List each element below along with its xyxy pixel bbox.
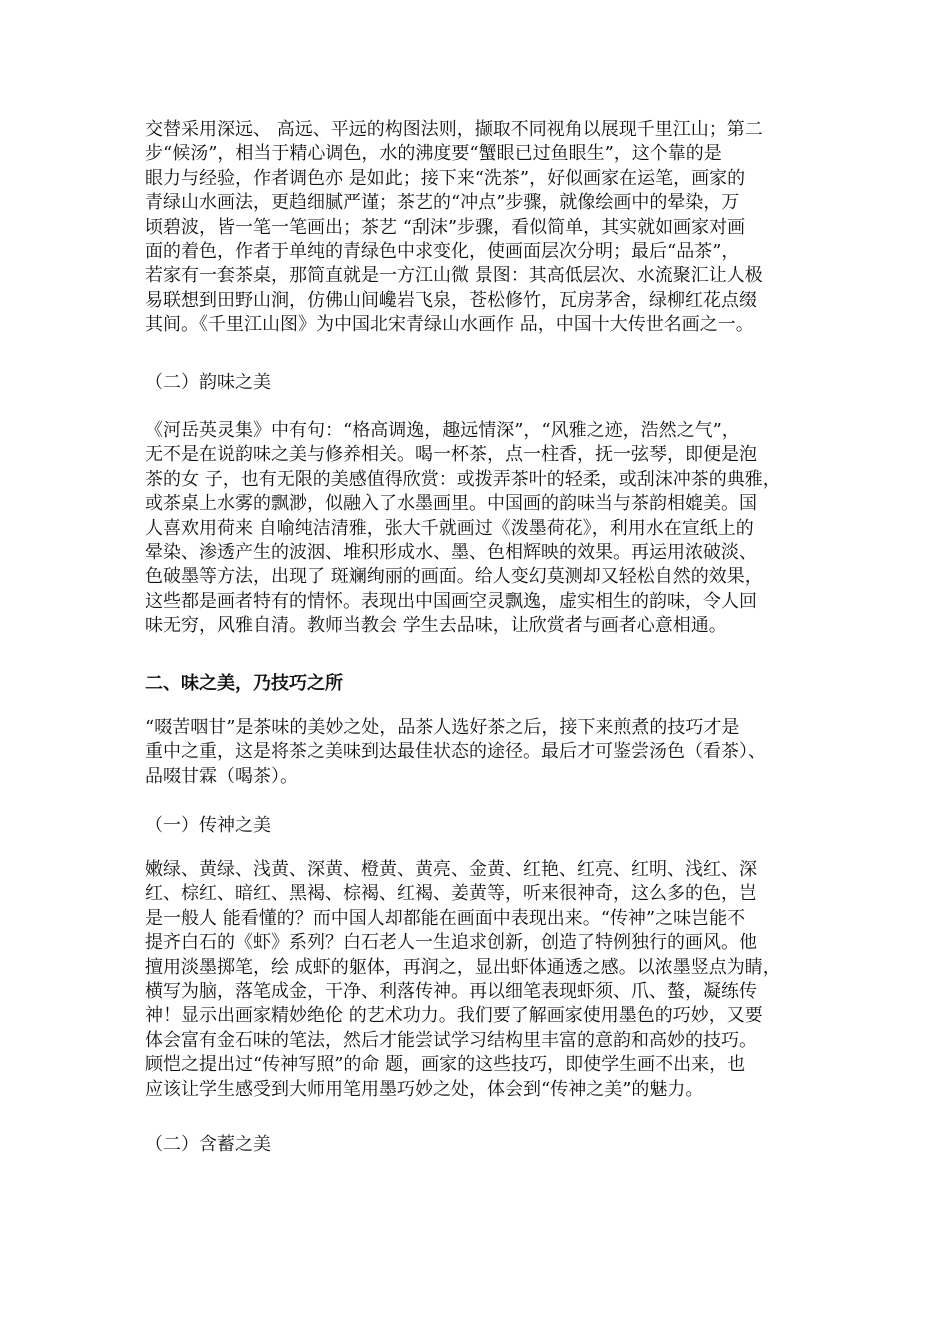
text-line: 其间。《千里江山图》为中国北宋青绿山水画作 品，中国十大传世名画之一。 [145, 314, 754, 336]
subheading-chuanshen: （一）传神之美 [145, 815, 271, 836]
text-line: 或茶桌上水雾的飘渺，似融入了水墨画里。中国画的韵味当与茶韵相媲美。国 [145, 493, 757, 515]
text-line: 若家有一套茶桌，那简直就是一方江山微 景图：其高低层次、水流聚汇让人极 [145, 265, 763, 287]
text-line: 神！显示出画家精妙绝伦 的艺术功力。我们要了解画家使用墨色的巧妙，又要 [145, 1005, 763, 1027]
text-line: 无不是在说韵味之美与修养相关。喝一杯茶，点一柱香，抚一弦琴，即便是泡 [145, 444, 757, 466]
text-line: 应该让学生感受到大师用笔用墨巧妙之处，体会到“传神之美”的魅力。 [145, 1078, 704, 1100]
text-line: 晕染、渗透产生的波洇、堆积形成水、墨、色相辉映的效果。再运用浓破淡、 [145, 541, 757, 563]
text-line: 横写为脑，落笔成金，干净、利落传神。再以细笔表现虾须、爪、螯，凝练传 [145, 980, 757, 1002]
paragraph-landscape-tea-art [145, 118, 763, 338]
text-line: 人喜欢用荷来 自喻纯洁清雅，张大千就画过《泼墨荷花》，利用水在宣纸上的 [145, 517, 754, 539]
section-heading-wei-zhi-mei: 二、味之美，乃技巧之所 [145, 673, 343, 694]
text-line: 交替采用深远、 高远、平远的构图法则，撷取不同视角以展现千里江山；第二 [145, 119, 763, 140]
text-line: 红、棕红、暗红、黑褐、棕褐、红褐、姜黄等，听来很神奇，这么多的色，岂 [145, 883, 757, 905]
text-line: 易联想到田野山涧，仿佛山间巉岩飞泉，苍松修竹，瓦房茅舍，绿柳红花点缀 [145, 289, 757, 311]
text-line: 味无穷，风雅自清。教师当教会 学生去品味，让欣赏者与画者心意相通。 [145, 615, 727, 637]
text-line: 这些都是画者特有的情怀。表现出中国画空灵飘逸，虚实相生的韵味，令人回 [145, 590, 757, 612]
subheading-hanxu: （二）含蓄之美 [145, 1134, 271, 1155]
text-line: 顷碧波，皆一笔一笔画出；茶艺 “刮沫”步骤，看似简单，其实就如画家对画 [145, 216, 746, 238]
text-line: 《河岳英灵集》中有句：“格高调逸，趣远情深”，“风雅之迹，浩然之气”， [145, 420, 740, 441]
subheading-yunwei: （二）韵味之美 [145, 372, 271, 393]
text-line: 眼力与经验，作者调色亦 是如此；接下来“洗茶”，好似画家在运笔，画家的 [145, 167, 746, 189]
text-line: “啜苦咽甘”是茶味的美妙之处，品茶人选好茶之后，接下来煎煮的技巧才是 [145, 717, 740, 738]
paragraph-section2-intro [145, 716, 766, 789]
text-line: 擅用淡墨掷笔，绘 成虾的躯体，再润之，显出虾体通透之感。以浓墨竖点为睛， [145, 956, 781, 978]
text-line: 嫩绿、黄绿、浅黄、深黄、橙黄、黄亮、金黄、红艳、红亮、红明、浅红、深 [145, 859, 757, 880]
text-line: 重中之重，这是将茶之美味到达最佳状态的途径。最后才可鉴尝汤色（看茶）、 [145, 741, 766, 763]
text-line: 体会富有金石味的笔法，然后才能尝试学习结构里丰富的意韵和高妙的技巧。 [145, 1029, 757, 1051]
text-line: 茶的女 子，也有无限的美感值得欣赏：或拨弄茶叶的轻柔，或刮沫冲茶的典雅， [145, 468, 781, 490]
text-line: 步“候汤”，相当于精心调色，水的沸度要“蟹眼已过鱼眼生”，这个靠的是 [145, 143, 722, 165]
text-line: 顾恺之提出过“传神写照”的命 题，画家的这些技巧，即使学生画不出来，也 [145, 1054, 746, 1076]
paragraph-yunwei [145, 419, 781, 639]
text-line: 品啜甘霖（喝茶）。 [145, 765, 298, 787]
text-line: 提齐白石的《虾》系列？白石老人一生追求创新，创造了特例独行的画风。他 [145, 932, 757, 954]
paragraph-chuanshen [145, 858, 781, 1102]
text-line: 面的着色，作者于单纯的青绿色中求变化，使画面层次分明；最后“品茶”， [145, 240, 740, 262]
text-line: 色破墨等方法，出现了 斑斓绚丽的画面。给人变幻莫测却又轻松自然的效果， [145, 566, 763, 588]
text-line: 是一般人 能看懂的？而中国人却都能在画面中表现出来。“传神”之味岂能不 [145, 907, 746, 929]
text-line: 青绿山水画法，更趋细腻严谨；茶艺的“冲点”步骤，就像绘画中的晕染，万 [145, 192, 740, 214]
